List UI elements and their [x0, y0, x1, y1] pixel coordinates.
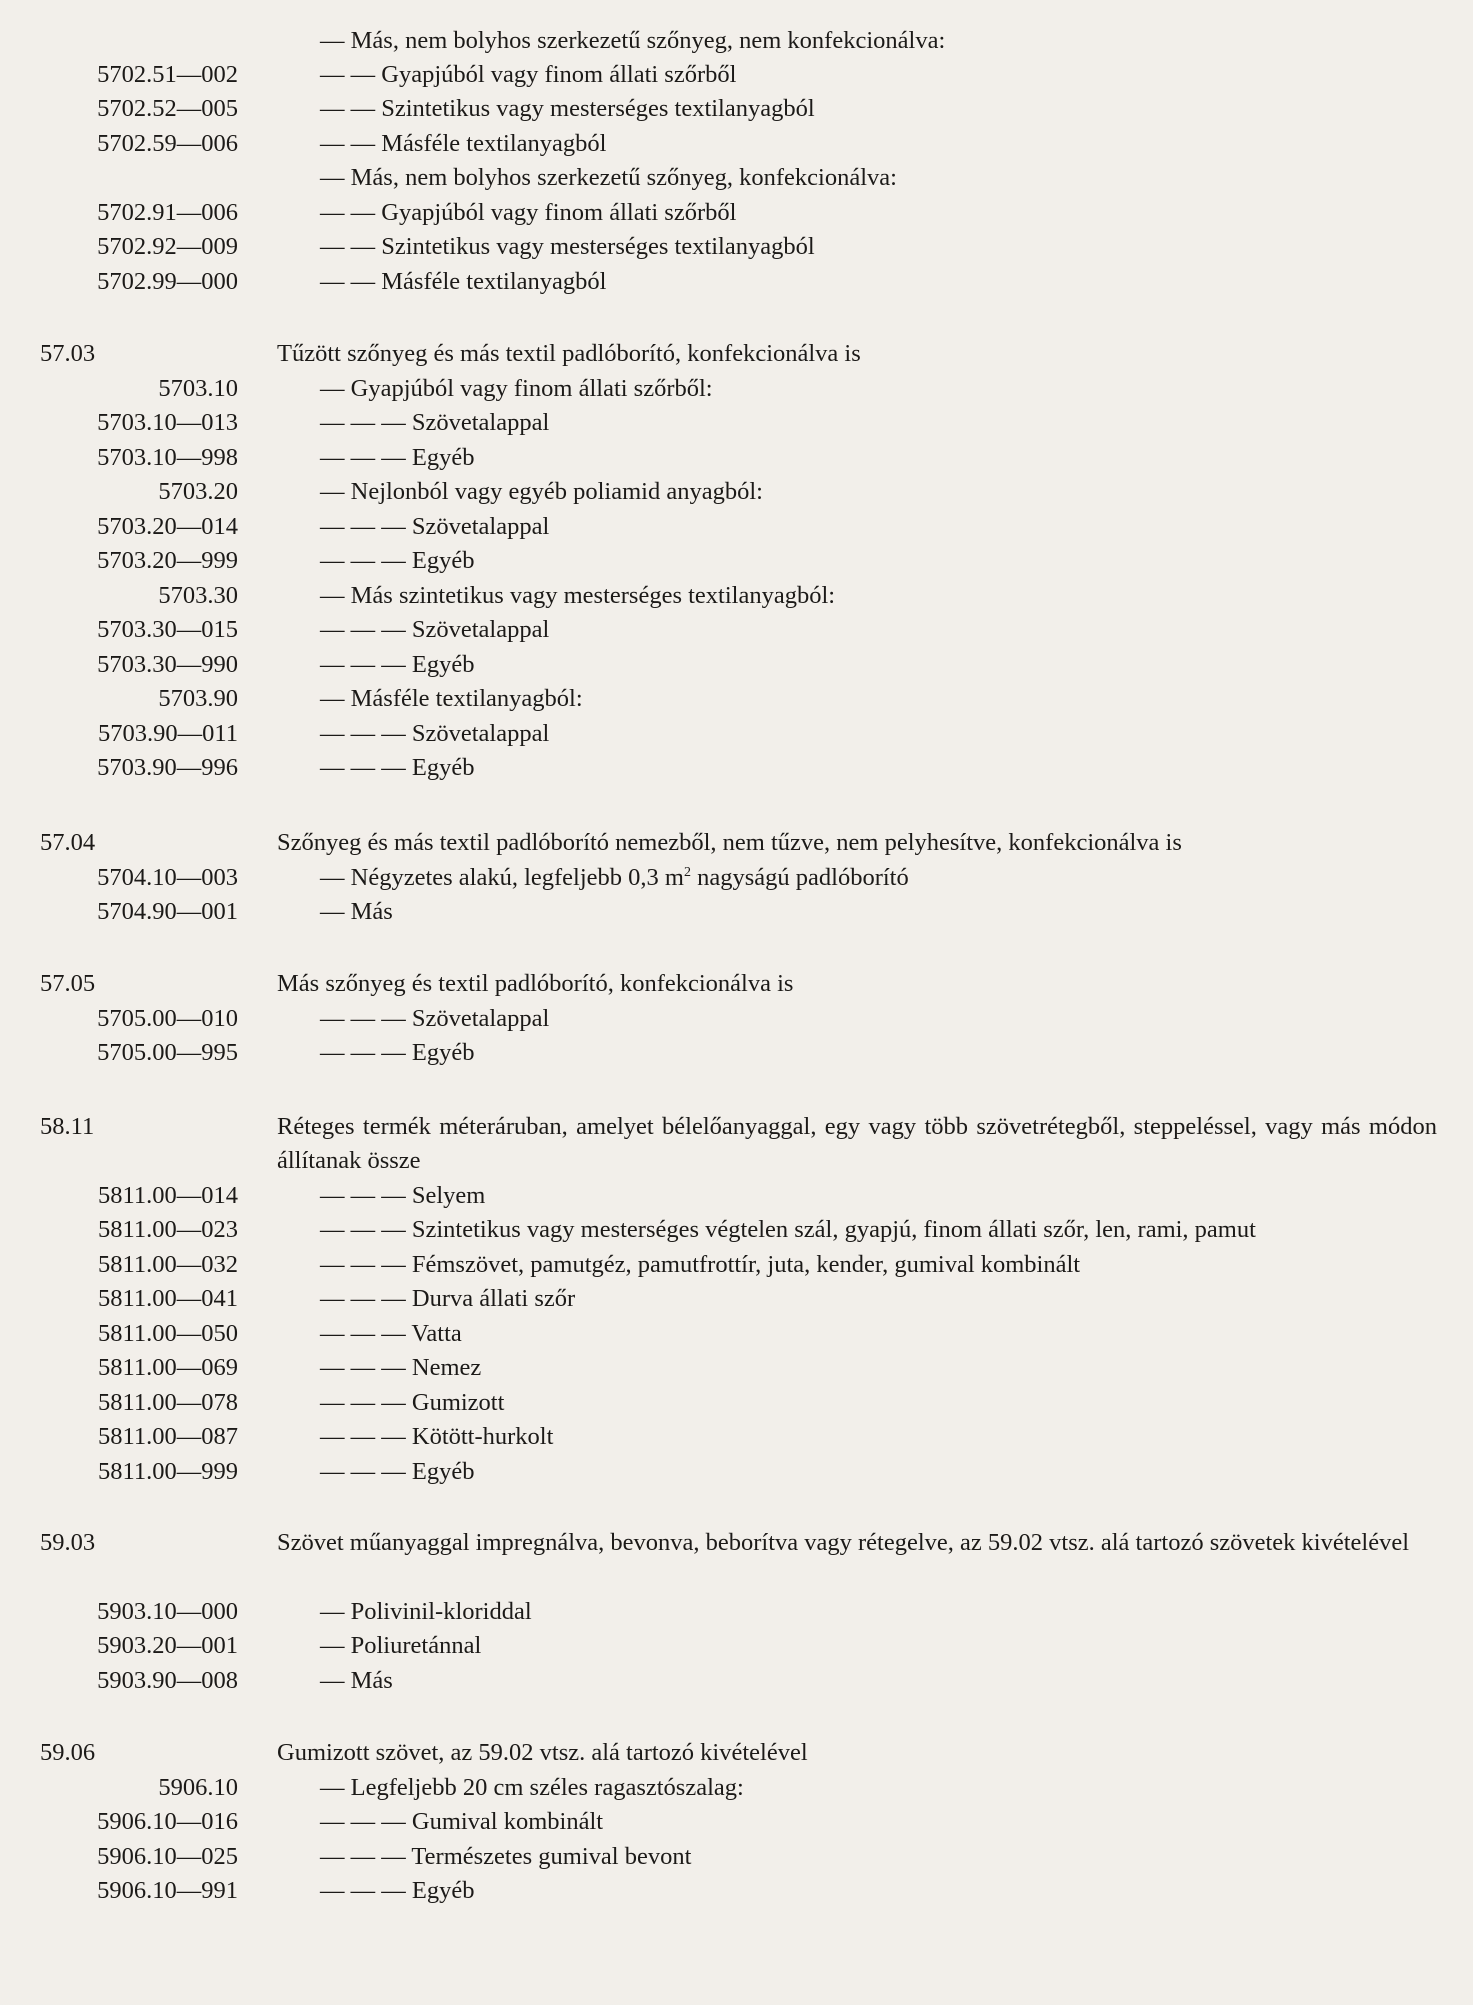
- entry-row: [0, 717, 1473, 751]
- item-description: [320, 1213, 1256, 1247]
- heading-row: [0, 826, 1473, 860]
- description-text: — — — Gumizott: [320, 1389, 505, 1416]
- item-description: [320, 510, 549, 544]
- entry-row: [0, 510, 1473, 544]
- entry-row: [0, 861, 1473, 895]
- item-description: [320, 441, 474, 475]
- description-text: Gumizott szövet, az 59.02 vtsz. alá tartozó kivételével: [277, 1739, 808, 1766]
- entry-row: [0, 196, 1473, 230]
- entry-row: [0, 613, 1473, 647]
- item-description: [320, 127, 606, 161]
- entry-row: [0, 579, 1473, 613]
- entry-row: [0, 895, 1473, 929]
- entry-row: [0, 1282, 1473, 1316]
- entry-row: [0, 1317, 1473, 1351]
- entry-row: [0, 1386, 1473, 1420]
- entry-row: [0, 1455, 1473, 1489]
- entry-row: [0, 1420, 1473, 1454]
- item-description: [320, 751, 474, 785]
- tariff-code: 5703.10—998: [97, 444, 238, 471]
- tariff-code: 5704.90—001: [97, 898, 238, 925]
- entry-row: [0, 1351, 1473, 1385]
- entry-row: [0, 1248, 1473, 1282]
- description-text: — — — Szövetalappal: [320, 513, 550, 540]
- tariff-code: 5811.00—014: [98, 1182, 238, 1209]
- item-description: [320, 1455, 474, 1489]
- tariff-code: 5703.10: [158, 375, 238, 402]
- description-text: Szőnyeg és más textil padlóborító nemezből, nem tűzve, nem pelyhesítve, konfekcionálva is: [277, 829, 1182, 856]
- description-text: — Más, nem bolyhos szerkezetű szőnyeg, konfekcionálva:: [320, 164, 897, 191]
- item-description: [320, 1351, 481, 1385]
- item-description: [320, 1002, 549, 1036]
- description-text: — Négyzetes alakú, legfeljebb 0,3 m: [320, 864, 684, 891]
- entry-row: [0, 544, 1473, 578]
- entry-row: [0, 1771, 1473, 1805]
- item-description: [320, 1664, 393, 1698]
- item-description: [277, 337, 861, 371]
- tariff-code: 5811.00—069: [98, 1354, 238, 1381]
- item-description: [320, 230, 815, 264]
- description-text: — Más: [320, 1667, 393, 1694]
- item-description: [320, 1840, 691, 1874]
- description-text: Tűzött szőnyeg és más textil padlóborító, konfekcionálva is: [277, 340, 861, 367]
- tariff-code: 59.03: [40, 1529, 96, 1556]
- item-description: [320, 1771, 744, 1805]
- description-text: — — — Szövetalappal: [320, 409, 550, 436]
- description-text: — Más: [320, 898, 393, 925]
- description-text: — — Gyapjúból vagy finom állati szőrből: [320, 199, 737, 226]
- description-text: — Polivinil-kloriddal: [320, 1598, 532, 1625]
- entry-row: [0, 682, 1473, 716]
- description-text: — — Másféle textilanyagból: [320, 130, 607, 157]
- tariff-code: 5903.20—001: [97, 1632, 238, 1659]
- entry-row: [0, 24, 1473, 58]
- description-text: — — — Kötött-hurkolt: [320, 1423, 554, 1450]
- description-text: — — — Szövetalappal: [320, 720, 550, 747]
- description-text: — — Szintetikus vagy mesterséges textilanyagból: [320, 95, 815, 122]
- description-text: — — — Szintetikus vagy mesterséges végtelen szál, gyapjú, finom állati szőr, len, rami, pamut: [320, 1216, 1256, 1243]
- entry-row: [0, 751, 1473, 785]
- tariff-code: 5903.10—000: [97, 1598, 238, 1625]
- item-description: [320, 1805, 603, 1839]
- description-text: — Másféle textilanyagból:: [320, 685, 583, 712]
- description-text: — — Másféle textilanyagból: [320, 268, 607, 295]
- heading-row: [0, 337, 1473, 371]
- item-description: [320, 372, 713, 406]
- tariff-code: 5906.10—025: [97, 1843, 238, 1870]
- entry-row: [0, 58, 1473, 92]
- entry-row: [0, 1213, 1473, 1247]
- description-text-cont: nagyságú padlóborító: [690, 864, 909, 891]
- description-text: — — — Természetes gumival bevont: [320, 1843, 692, 1870]
- tariff-code: 5703.90—011: [98, 720, 238, 747]
- tariff-code: 5702.51—002: [97, 61, 238, 88]
- description-text: — — — Egyéb: [320, 651, 475, 678]
- tariff-code: 5703.30: [158, 582, 238, 609]
- entry-row: [0, 1179, 1473, 1213]
- item-description: [320, 406, 549, 440]
- description-text: — — Szintetikus vagy mesterséges textilanyagból: [320, 233, 815, 260]
- tariff-code: 5705.00—010: [97, 1005, 238, 1032]
- description-text: — — — Egyéb: [320, 1039, 475, 1066]
- item-description: [320, 1317, 462, 1351]
- tariff-code: 5703.90—996: [97, 754, 238, 781]
- item-description: [320, 579, 835, 613]
- item-description: [277, 1526, 1437, 1560]
- heading-row: [0, 1110, 1473, 1174]
- item-description: [320, 24, 945, 58]
- item-description: [320, 196, 736, 230]
- tariff-code: 5703.20—014: [97, 513, 238, 540]
- description-text: — — — Szövetalappal: [320, 616, 550, 643]
- tariff-code: 5702.52—005: [97, 95, 238, 122]
- item-description: [320, 92, 815, 126]
- entry-row: [0, 1840, 1473, 1874]
- item-description: [320, 1874, 474, 1908]
- item-description: [320, 265, 606, 299]
- item-description: [320, 544, 474, 578]
- description-text: Réteges termék méteráruban, amelyet bélelőanyaggal, egy vagy több szövetrétegből, steppeléssel, vagy más módon állítanak össze: [277, 1113, 1437, 1174]
- description-text: — Más, nem bolyhos szerkezetű szőnyeg, nem konfekcionálva:: [320, 27, 946, 54]
- tariff-code: 5703.30—015: [97, 616, 238, 643]
- description-text: — — — Nemez: [320, 1354, 482, 1381]
- description-text: — — — Egyéb: [320, 1877, 475, 1904]
- item-description: [320, 613, 549, 647]
- description-text: — — — Egyéb: [320, 547, 475, 574]
- tariff-code: 5811.00—078: [98, 1389, 238, 1416]
- item-description: [277, 1110, 1437, 1178]
- tariff-code: 5702.59—006: [97, 130, 238, 157]
- heading-row: [0, 1736, 1473, 1770]
- tariff-code: 5906.10—016: [97, 1808, 238, 1835]
- tariff-code: 5703.20: [158, 478, 238, 505]
- tariff-code: 5703.90: [158, 685, 238, 712]
- item-description: [320, 1036, 474, 1070]
- tariff-code: 5703.30—990: [97, 651, 238, 678]
- item-description: [320, 895, 393, 929]
- description-text: — — — Fémszövet, pamutgéz, pamutfrottír, juta, kender, gumival kombinált: [320, 1251, 1081, 1278]
- item-description: [320, 648, 474, 682]
- item-description: [320, 682, 583, 716]
- item-description: [320, 1282, 575, 1316]
- tariff-code: 5811.00—032: [98, 1251, 238, 1278]
- entry-row: [0, 265, 1473, 299]
- tariff-code: 5811.00—999: [98, 1458, 238, 1485]
- item-description: [277, 967, 793, 1001]
- description-text: — Gyapjúból vagy finom állati szőrből:: [320, 375, 713, 402]
- entry-row: [0, 441, 1473, 475]
- item-description: [277, 826, 1182, 860]
- item-description: [320, 161, 897, 195]
- description-text: — — — Szövetalappal: [320, 1005, 550, 1032]
- superscript: 2: [683, 864, 691, 880]
- entry-row: [0, 1664, 1473, 1698]
- item-description: [320, 1420, 553, 1454]
- heading-row: [0, 967, 1473, 1001]
- item-description: [320, 861, 909, 895]
- description-text: — Poliuretánnal: [320, 1632, 482, 1659]
- tariff-code: 57.05: [40, 970, 96, 997]
- tariff-code: 5702.99—000: [97, 268, 238, 295]
- entry-row: [0, 127, 1473, 161]
- description-text: — Legfeljebb 20 cm széles ragasztószalag:: [320, 1774, 744, 1801]
- tariff-code: 5811.00—023: [98, 1216, 238, 1243]
- tariff-code: 5906.10: [158, 1774, 238, 1801]
- item-description: [320, 475, 763, 509]
- description-text: — — — Gumival kombinált: [320, 1808, 604, 1835]
- entry-row: [0, 1805, 1473, 1839]
- tariff-code: 57.04: [40, 829, 96, 856]
- item-description: [320, 1386, 504, 1420]
- description-text: — Más szintetikus vagy mesterséges textilanyagból:: [320, 582, 836, 609]
- heading-row: [0, 1526, 1473, 1560]
- description-text: — — — Egyéb: [320, 754, 475, 781]
- item-description: [277, 1736, 808, 1770]
- item-description: [320, 1595, 532, 1629]
- entry-row: [0, 648, 1473, 682]
- description-text: Szövet műanyaggal impregnálva, bevonva, beborítva vagy rétegelve, az 59.02 vtsz. alá tartozó szövetek kivételével: [277, 1529, 1410, 1556]
- description-text: — — — Egyéb: [320, 444, 475, 471]
- tariff-code: 59.06: [40, 1739, 96, 1766]
- entry-row: [0, 475, 1473, 509]
- entry-row: [0, 1629, 1473, 1663]
- tariff-code: 5811.00—050: [98, 1320, 238, 1347]
- entry-row: [0, 406, 1473, 440]
- tariff-code: 5704.10—003: [97, 864, 238, 891]
- item-description: [320, 1629, 481, 1663]
- item-description: [320, 1179, 485, 1213]
- tariff-code: 5703.10—013: [97, 409, 238, 436]
- tariff-code: 5903.90—008: [97, 1667, 238, 1694]
- entry-row: [0, 92, 1473, 126]
- entry-row: [0, 1874, 1473, 1908]
- description-text: — — — Vatta: [320, 1320, 462, 1347]
- description-text: — — — Selyem: [320, 1182, 486, 1209]
- tariff-code: 5702.91—006: [97, 199, 238, 226]
- tariff-code: 5702.92—009: [97, 233, 238, 260]
- tariff-code: 58.11: [40, 1113, 95, 1140]
- tariff-code: 5906.10—991: [97, 1877, 238, 1904]
- description-text: — — Gyapjúból vagy finom állati szőrből: [320, 61, 737, 88]
- description-text: — Nejlonból vagy egyéb poliamid anyagból:: [320, 478, 763, 505]
- item-description: [320, 58, 736, 92]
- entry-row: [0, 1002, 1473, 1036]
- item-description: [320, 717, 549, 751]
- tariff-code: 57.03: [40, 340, 96, 367]
- description-text: Más szőnyeg és textil padlóborító, konfekcionálva is: [277, 970, 794, 997]
- tariff-code: 5811.00—087: [98, 1423, 238, 1450]
- entry-row: [0, 230, 1473, 264]
- entry-row: [0, 372, 1473, 406]
- description-text: — — — Durva állati szőr: [320, 1285, 576, 1312]
- description-text: — — — Egyéb: [320, 1458, 475, 1485]
- entry-row: [0, 161, 1473, 195]
- tariff-code: 5703.20—999: [97, 547, 238, 574]
- tariff-code: 5705.00—995: [97, 1039, 238, 1066]
- entry-row: [0, 1036, 1473, 1070]
- item-description: [320, 1248, 1080, 1282]
- entry-row: [0, 1595, 1473, 1629]
- tariff-code: 5811.00—041: [98, 1285, 238, 1312]
